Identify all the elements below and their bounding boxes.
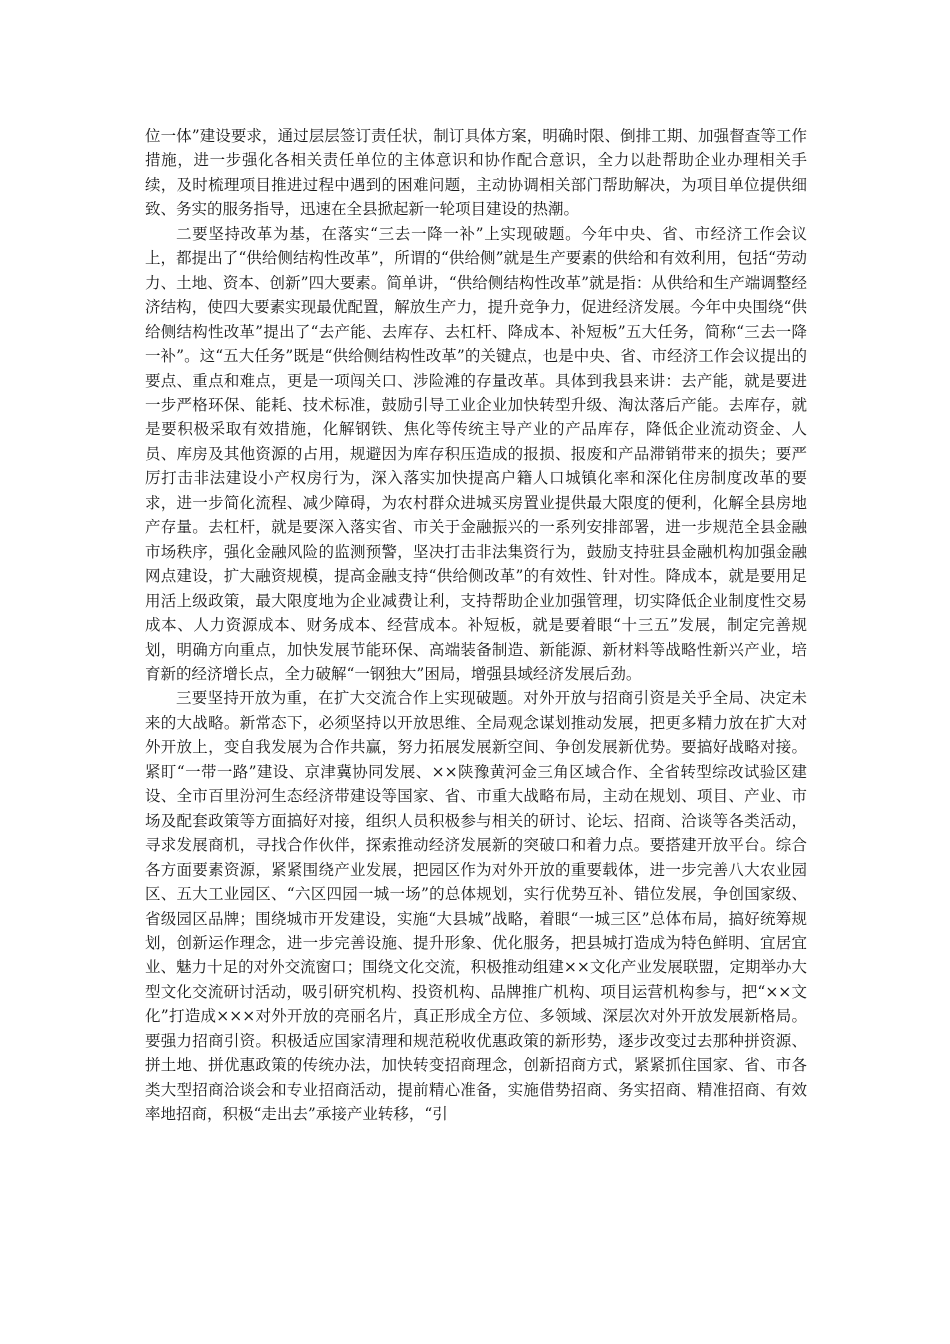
- paragraph-opening-up: 三要坚持开放为重，在扩大交流合作上实现破题。对外开放与招商引资是关乎全局、决定未来的大战略。新常态下，必须坚持以开放思维、全局观念谋划推动发展，把更多精力放在扩大对外开放上，变自我发展为合作共赢，努力拓展发展新空间、争创发展新优势。要搞好战略对接。紧盯“一带一路”建设、京津冀协同发展、××陕豫黄河金三角区域合作、全省转型综改试验区建设、全市百里汾河生态经济带建设等国家、省、市重大战略布局，主动在规划、项目、产业、市场及配套政策等方面搞好对接，组织人员积极参与相关的研讨、论坛、招商、洽谈等各类活动，寻求发展商机，寻找合作伙伴，探索推动经济发展新的突破口和着力点。要搭建开放平台。综合各方面要素资源，紧紧围绕产业发展，把园区作为对外开放的重要载体，进一步完善八大农业园区、五大工业园区、“六区四园一城一场”的总体规划，实行优势互补、错位发展，争创国家级、省级园区品牌；围绕城市开发建设，实施“大县城”战略，着眼“一城三区”总体布局，搞好统筹规划，创新运作理念，进一步完善设施、提升形象、优化服务，把县城打造成为特色鲜明、宜居宜业、魅力十足的对外交流窗口；围绕文化交流，积极推动组建××文化产业发展联盟，定期举办大型文化交流研讨活动，吸引研究机构、投资机构、品牌推广机构、项目运营机构参与，把“××文化”打造成×××对外开放的亮丽名片，真正形成全方位、多领域、深层次对外开放发展新格局。要强力招商引资。积极适应国家清理和规范税收优惠政策的新形势，逐步改变过去那种拼资源、拼土地、拼优惠政策的传统办法，加快转变招商理念，创新招商方式，紧紧抓住国家、省、市各类大型招商洽谈会和专业招商活动，提前精心准备，实施借势招商、务实招商、精准招商、有效率地招商，积极“走出去”承接产业转移，“引: [145, 689, 807, 1124]
- paragraph-reform: 二要坚持改革为基，在落实“三去一降一补”上实现破题。今年中央、省、市经济工作会议上，都提出了“供给侧结构性改革”，所谓的“供给侧”就是生产要素的供给和有效利用，包括“劳动力、土地、资本、创新”四大要素。简单讲，“供给侧结构性改革”就是指：从供给和生产端调整经济结构，使四大要素实现最优配置，解放生产力，提升竞争力，促进经济发展。今年中央围绕“供给侧结构性改革”提出了“去产能、去库存、去杠杆、降成本、补短板”五大任务，简称“三去一降一补”。这“五大任务”既是“供给侧结构性改革”的关键点，也是中央、省、市经济工作会议提出的要点、重点和难点，更是一项闯关口、涉险滩的存量改革。具体到我县来讲：去产能，就是要进一步严格环保、能耗、技术标准，鼓励引导工业企业加快转型升级、淘汰落后产能。去库存，就是要积极采取有效措施，化解钢铁、焦化等传统主导产业的产品库存，降低企业流动资金、人员、库房及其他资源的占用，规避因为库存积压造成的报损、报废和产品滞销带来的损失；要严厉打击非法建设小产权房行为，深入落实加快提高户籍人口城镇化率和深化住房制度改革的要求，进一步简化流程、减少障碍，为农村群众进城买房置业提供最大限度的便利，化解全县房地产存量。去杠杆，就是要深入落实省、市关于金融振兴的一系列安排部署，进一步规范全县金融市场秩序，强化金融风险的监测预警，坚决打击非法集资行为，鼓励支持驻县金融机构加强金融网点建设，扩大融资规模，提高金融支持“供给侧改革”的有效性、针对性。降成本，就是要用足用活上级政策，最大限度地为企业减费让利，支持帮助企业加强管理，切实降低企业制度性交易成本、人力资源成本、财务成本、经营成本。补短板，就是要着眼“十三五”发展，制定完善规划，明确方向重点，加快发展节能环保、高端装备制造、新能源、新材料等战略性新兴产业，培育新的经济增长点，全力破解“一钢独大”困局，增强县域经济发展后劲。: [145, 224, 807, 683]
- paragraph-continuation: 位一体”建设要求，通过层层签订责任状，制订具体方案，明确时限、倒排工期、加强督查等工作措施，进一步强化各相关责任单位的主体意识和协作配合意识，全力以赴帮助企业办理相关手续，及时梳理项目推进过程中遇到的困难问题，主动协调相关部门帮助解决，为项目单位提供细致、务实的服务指导，迅速在全县掀起新一轮项目建设的热潮。: [145, 127, 807, 219]
- document-body: [145, 124, 807, 1127]
